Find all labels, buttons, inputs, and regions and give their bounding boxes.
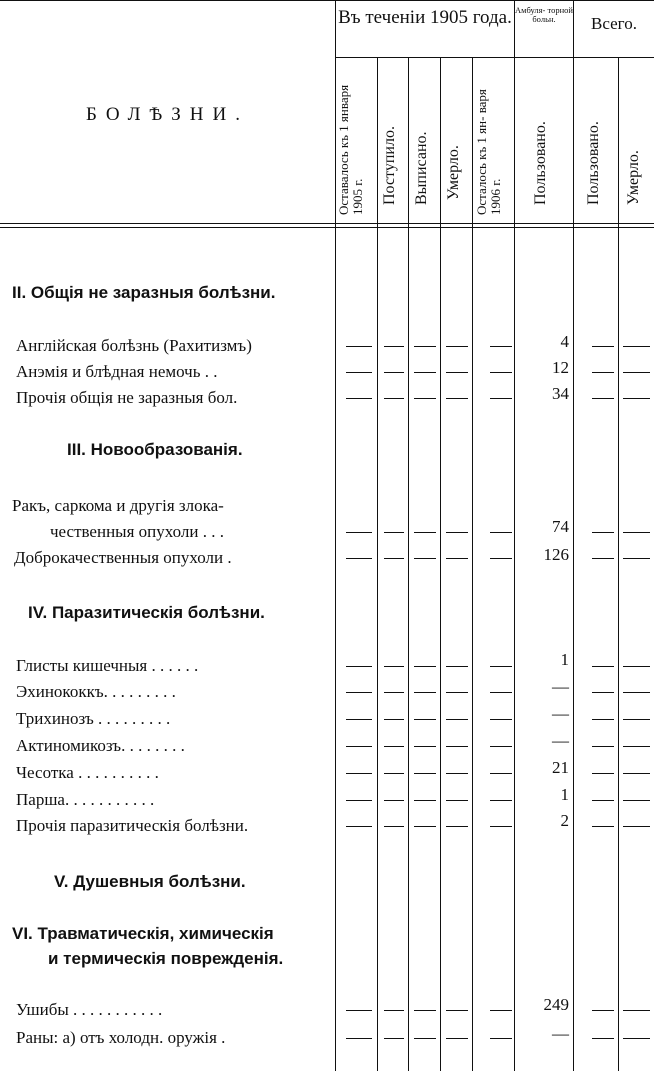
nil-dash [414, 692, 436, 693]
nil-dash [446, 558, 468, 559]
nil-dash [384, 666, 404, 667]
nil-dash [592, 558, 614, 559]
header-bottom-border [0, 223, 654, 224]
nil-dash [592, 800, 614, 801]
nil-dash [384, 773, 404, 774]
nil-dash [384, 532, 404, 533]
nil-dash [446, 398, 468, 399]
nil-dash [592, 398, 614, 399]
row-ambulatory-value: — [552, 1024, 569, 1043]
nil-dash [346, 1038, 372, 1039]
row-ambulatory-value: 126 [543, 545, 569, 564]
row-ambulatory-value: 74 [552, 517, 569, 536]
nil-dash [592, 666, 614, 667]
nil-dash [490, 558, 512, 559]
nil-dash [346, 692, 372, 693]
column-divider [573, 0, 574, 1071]
row-ambulatory-value: 4 [560, 332, 569, 351]
row-label: Прочія паразитическія болѣзни. [16, 816, 249, 835]
nil-dash [490, 372, 512, 373]
nil-dash [446, 372, 468, 373]
row-label: Прочія общія не заразныя бол. [16, 388, 238, 407]
nil-dash [414, 1010, 436, 1011]
section-heading-s2: II. Общія не заразныя болѣзни. [12, 283, 276, 302]
nil-dash [623, 800, 650, 801]
column-divider [408, 57, 409, 1071]
nil-dash [592, 1038, 614, 1039]
section-heading-s6-line2: и термическія поврежденія. [48, 949, 284, 968]
nil-dash [490, 532, 512, 533]
column-divider [618, 57, 619, 1071]
nil-dash [346, 372, 372, 373]
nil-dash [446, 1038, 468, 1039]
nil-dash [490, 666, 512, 667]
nil-dash [623, 1038, 650, 1039]
nil-dash [623, 398, 650, 399]
row-ambulatory-value: 21 [552, 758, 569, 777]
nil-dash [623, 773, 650, 774]
nil-dash [446, 1010, 468, 1011]
nil-dash [384, 1010, 404, 1011]
nil-dash [623, 532, 650, 533]
nil-dash [414, 1038, 436, 1039]
nil-dash [414, 719, 436, 720]
nil-dash [623, 346, 650, 347]
nil-dash [623, 558, 650, 559]
row-label: Чесотка . . . . . . . . . . [16, 763, 159, 782]
nil-dash [414, 826, 436, 827]
nil-dash [384, 800, 404, 801]
nil-dash [490, 826, 512, 827]
nil-dash [490, 800, 512, 801]
header-subdivider [335, 57, 654, 58]
nil-dash [346, 746, 372, 747]
nil-dash [592, 532, 614, 533]
nil-dash [346, 719, 372, 720]
nil-dash [414, 372, 436, 373]
row-label: Актиномикозъ. . . . . . . . [16, 736, 185, 755]
row-ambulatory-value: — [552, 731, 569, 750]
nil-dash [384, 398, 404, 399]
row-ambulatory-value: 34 [552, 384, 569, 403]
row-label: Анэмія и блѣдная немочь . . [16, 362, 218, 381]
nil-dash [592, 692, 614, 693]
nil-dash [592, 773, 614, 774]
nil-dash [346, 800, 372, 801]
nil-dash [490, 692, 512, 693]
table-top-border [0, 0, 654, 1]
nil-dash [414, 558, 436, 559]
header-bottom-border [0, 227, 654, 228]
nil-dash [623, 666, 650, 667]
nil-dash [346, 826, 372, 827]
nil-dash [490, 1010, 512, 1011]
row-ambulatory-value: 1 [560, 785, 569, 804]
nil-dash [346, 398, 372, 399]
nil-dash [490, 398, 512, 399]
row-label: Англійская болѣзнь (Рахитизмъ) [16, 336, 252, 355]
row-label: Парша. . . . . . . . . . . [16, 790, 155, 809]
nil-dash [446, 666, 468, 667]
nil-dash [490, 773, 512, 774]
nil-dash [414, 346, 436, 347]
nil-dash [346, 558, 372, 559]
nil-dash [592, 346, 614, 347]
nil-dash [592, 719, 614, 720]
column-divider [377, 57, 378, 1071]
nil-dash [623, 719, 650, 720]
nil-dash [623, 372, 650, 373]
row-ambulatory-value: 249 [543, 995, 569, 1014]
nil-dash [592, 746, 614, 747]
nil-dash [446, 746, 468, 747]
nil-dash [446, 719, 468, 720]
nil-dash [414, 800, 436, 801]
row-label: Глисты кишечныя . . . . . . [16, 656, 199, 675]
column-divider [472, 57, 473, 1071]
during-period-heading: Въ теченіи 1905 года. [338, 7, 512, 28]
nil-dash [623, 746, 650, 747]
row-ambulatory-value: 12 [552, 358, 569, 377]
total-heading: Всего. [591, 14, 637, 33]
column-divider [440, 57, 441, 1071]
nil-dash [384, 372, 404, 373]
section-heading-s5: V. Душевныя болѣзни. [54, 872, 246, 891]
ambulatory-heading: Амбуля- торной больн. [515, 5, 573, 25]
row-ambulatory-value: 1 [560, 650, 569, 669]
nil-dash [592, 1010, 614, 1011]
row-label: Раны: а) отъ холодн. оружія . [16, 1028, 226, 1047]
nil-dash [592, 826, 614, 827]
nil-dash [490, 346, 512, 347]
nil-dash [623, 1010, 650, 1011]
row-label: Трихинозъ . . . . . . . . . [16, 709, 171, 728]
nil-dash [346, 1010, 372, 1011]
row-ambulatory-value: 2 [560, 811, 569, 830]
nil-dash [384, 719, 404, 720]
nil-dash [446, 532, 468, 533]
row-label: Ракъ, саркома и другія злока- [12, 496, 224, 515]
nil-dash [346, 666, 372, 667]
nil-dash [346, 346, 372, 347]
nil-dash [384, 1038, 404, 1039]
section-heading-s4: IV. Паразитическія болѣзни. [28, 603, 265, 622]
nil-dash [446, 692, 468, 693]
nil-dash [384, 692, 404, 693]
nil-dash [414, 398, 436, 399]
nil-dash [490, 1038, 512, 1039]
nil-dash [490, 719, 512, 720]
nil-dash [490, 746, 512, 747]
nil-dash [623, 826, 650, 827]
nil-dash [384, 746, 404, 747]
diseases-heading: БОЛѢЗНИ. [86, 104, 249, 125]
nil-dash [446, 346, 468, 347]
nil-dash [446, 800, 468, 801]
nil-dash [384, 826, 404, 827]
nil-dash [446, 773, 468, 774]
row-label: Доброкачественныя опухоли . [14, 548, 232, 567]
section-heading-s6-line1: VI. Травматическія, химическія [12, 924, 274, 943]
nil-dash [414, 532, 436, 533]
nil-dash [414, 746, 436, 747]
nil-dash [623, 692, 650, 693]
nil-dash [346, 532, 372, 533]
nil-dash [384, 346, 404, 347]
row-ambulatory-value: — [552, 677, 569, 696]
row-label: Ушибы . . . . . . . . . . . [16, 1000, 163, 1019]
row-label-continued: чественныя опухоли . . . [50, 522, 224, 541]
section-heading-s3: III. Новообразованія. [67, 440, 243, 459]
row-ambulatory-value: — [552, 704, 569, 723]
nil-dash [346, 773, 372, 774]
nil-dash [414, 773, 436, 774]
nil-dash [592, 372, 614, 373]
row-label: Эхинококкъ. . . . . . . . . [16, 682, 176, 701]
nil-dash [414, 666, 436, 667]
nil-dash [446, 826, 468, 827]
nil-dash [384, 558, 404, 559]
